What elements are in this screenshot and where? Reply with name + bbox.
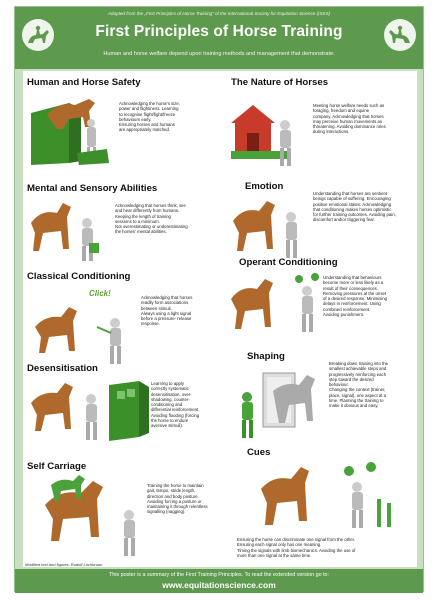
poster-title: First Principles of Horse Training: [95, 23, 343, 40]
content-panel: [23, 71, 417, 567]
poster: [14, 6, 424, 592]
shaping-illustration: [233, 367, 329, 443]
text-line: smallest achievable steps and: [329, 366, 387, 372]
mental-illustration: [27, 199, 111, 263]
text-line: Acknowledging that horses think, see: [115, 203, 186, 208]
text-line: the horse to endure: [151, 418, 189, 424]
cues-illustration: [253, 459, 409, 535]
desensitisation-illustration: [27, 377, 153, 451]
heading-operant-conditioning: Operant Conditioning: [239, 257, 338, 268]
heading-self-carriage: Self Carriage: [27, 461, 87, 472]
text-line: Removing pressures at the onset: [323, 290, 387, 296]
text-line: more than one signal at the same time.: [237, 552, 312, 558]
text-line: make it obvious and easy.: [329, 403, 379, 409]
modified-note: Modified text and figures: Rudolf Lochbrunn: [25, 562, 103, 567]
text-line: may perceive human movements as: [313, 118, 383, 124]
text-line: Not overestimating or underestimating: [115, 224, 188, 230]
mental-text: [115, 203, 213, 235]
classical-text: [141, 295, 215, 327]
footer-banner: [15, 569, 423, 593]
text-line: readily form associations: [141, 300, 189, 306]
text-line: to recognise flight/fight/freeze: [119, 111, 176, 117]
text-line: positive emotional states. Acknowledging: [313, 201, 392, 207]
text-line: maintaining it through relentless: [147, 504, 208, 510]
header-banner: [15, 7, 423, 69]
text-line: Keeping the length of training: [115, 213, 171, 219]
cues-text: [237, 537, 411, 558]
text-line: Understanding that horses are sentient: [313, 191, 388, 196]
text-line: aversive stimuli).: [151, 423, 183, 429]
heading-classical-conditioning: Classical Conditioning: [27, 271, 131, 282]
emotion-illustration: [229, 195, 309, 261]
text-line: during interactions.: [313, 129, 350, 135]
text-line: Avoiding forcing a posture or: [147, 498, 202, 504]
text-line: Ensuring each signal only has one meaning.: [237, 542, 322, 548]
text-line: between stimuli.: [141, 305, 172, 311]
text-line: result of their consequences.: [323, 285, 378, 291]
safety-text: [119, 101, 209, 133]
credit-line: Adapted from the „First Principles of Horse Training” of the International Society for Equitation Science (ISES): [107, 11, 331, 16]
operant-illustration: [227, 273, 327, 341]
text-line: foraging, freedom and equine: [313, 108, 370, 114]
text-line: Timing the signals with limb biomechanics. Avoiding the use of: [237, 547, 356, 553]
text-line: Avoiding punishment.: [323, 312, 365, 318]
heading-mental-sensory: Mental and Sensory Abilities: [27, 183, 158, 194]
text-line: power and flightiness. Learning: [119, 106, 179, 112]
text-line: shadowing, counter-: [151, 396, 190, 402]
text-line: Acknowledging the horse's size,: [119, 101, 181, 106]
text-line: beings capable of suffering. Encouraging: [313, 196, 391, 202]
text-line: company. Acknowledging that horses: [313, 113, 384, 119]
self-carriage-illustration: [31, 475, 151, 561]
text-line: delays in reinforcement. Using: [323, 301, 381, 307]
poster-subtitle: Human and horse welfare depend upon training methods and management that demonstrate:: [103, 51, 335, 57]
text-line: place, signal), one aspect at a: [329, 392, 387, 398]
text-line: Acknowledging that horses: [141, 295, 193, 300]
heading-desensitisation: Desensitisation: [27, 363, 98, 374]
heading-nature-of-horses: The Nature of Horses: [231, 77, 329, 88]
text-line: desensitisation, over-: [151, 391, 192, 397]
click-label: Click!: [89, 289, 111, 298]
text-line: Training the horse to maintain: [147, 483, 204, 488]
horse-rider-logo-icon: [21, 17, 55, 53]
horse-rider-logo-icon: [383, 17, 417, 53]
text-line: become more or less likely as a: [323, 280, 384, 286]
text-line: Ensuring horses and humans: [119, 122, 175, 128]
text-line: progressively reinforcing each: [329, 371, 387, 377]
nature-text: [313, 103, 413, 135]
text-line: behaviour.: [329, 382, 349, 388]
text-line: signalling (nagging).: [147, 509, 186, 515]
text-line: for further training outcomes. Avoiding pain,: [313, 212, 396, 218]
text-line: combined reinforcement.: [323, 306, 371, 312]
text-line: discomfort and/or triggering fear.: [313, 217, 375, 223]
text-line: Meeting horse welfare needs such as: [313, 103, 385, 108]
safety-illustration: [29, 93, 111, 167]
emotion-text: [313, 191, 413, 223]
nature-illustration: [227, 93, 301, 173]
text-line: correctly systematic: [151, 386, 189, 392]
text-line: behaviours early.: [119, 116, 152, 122]
text-line: and hear differently from humans.: [115, 208, 180, 214]
text-line: Ensuring the horse can discriminate one signal from the other.: [237, 537, 355, 542]
text-line: are appropriately matched.: [119, 127, 171, 133]
text-line: Always using a light signal: [141, 310, 192, 316]
text-line: Learning to apply: [151, 381, 184, 386]
text-line: that conditioning makes horses optimistic: [313, 206, 392, 212]
heading-human-horse-safety: Human and Horse Safety: [27, 77, 141, 88]
text-line: the horses' mental abilities.: [115, 229, 167, 235]
footer-summary: This poster is a summary of the First Training Principles. To read the extended version go to:: [108, 572, 330, 578]
text-line: of a desired response. Minimising: [323, 296, 388, 302]
heading-cues: Cues: [247, 447, 271, 458]
heading-emotion: Emotion: [245, 181, 284, 192]
text-line: conditioning and: [151, 402, 183, 408]
text-line: sessions to a minimum.: [115, 218, 160, 224]
text-line: gait, tempo, stride length,: [147, 488, 196, 494]
self-carriage-text: [147, 483, 231, 515]
text-line: time. Planning the training to: [329, 398, 384, 404]
classical-illustration: [31, 297, 139, 367]
heading-shaping: Shaping: [247, 351, 285, 362]
text-line: Avoiding flooding (forcing: [151, 412, 200, 418]
text-line: direction and body posture.: [147, 493, 199, 499]
text-line: Understanding that behaviours: [323, 275, 382, 280]
text-line: before a pressure- release: [141, 316, 192, 322]
shaping-text: [329, 361, 415, 409]
text-line: Changing the context (trainer,: [329, 387, 386, 393]
operant-text: [323, 275, 415, 317]
footer-url-link[interactable]: www.equitationscience.com: [162, 580, 276, 590]
text-line: response.: [141, 321, 160, 327]
text-line: Breaking down training into the: [329, 361, 389, 366]
text-line: threatening. Avoiding dominance roles: [313, 124, 386, 130]
text-line: differential reinforcement.: [151, 407, 200, 413]
desensitisation-text: [151, 381, 221, 429]
text-line: step toward the desired: [329, 376, 374, 382]
